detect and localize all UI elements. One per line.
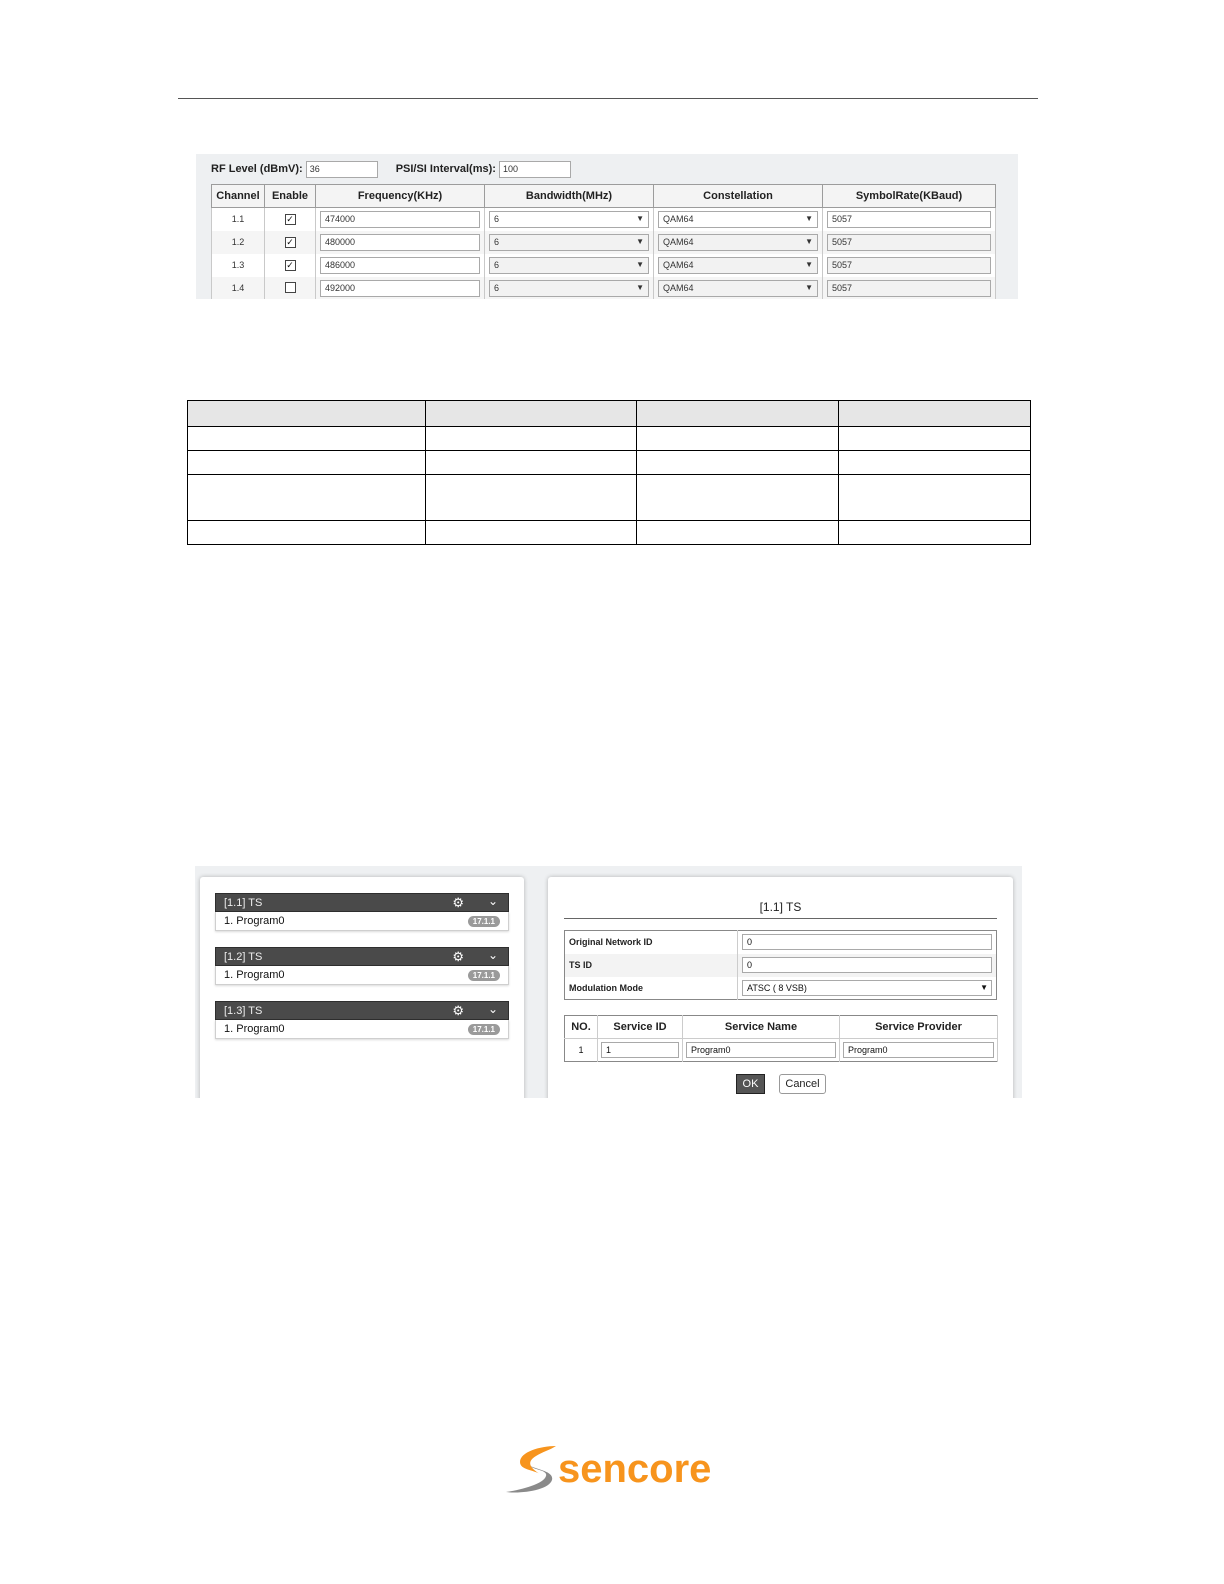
- bandwidth-value: 6: [494, 213, 500, 224]
- constellation-value: QAM64: [663, 236, 694, 247]
- service-name-input[interactable]: Program0: [686, 1042, 836, 1058]
- constellation-value: QAM64: [663, 259, 694, 270]
- ts-properties-table: [564, 930, 997, 1000]
- ok-button[interactable]: OK: [736, 1074, 765, 1094]
- col-service-name: Service Name: [683, 1016, 840, 1039]
- dropdown-arrow-icon: ▼: [980, 982, 988, 992]
- frequency-input[interactable]: 492000: [320, 280, 480, 297]
- constellation-value: QAM64: [663, 282, 694, 293]
- program-label: 1. Program0: [224, 915, 285, 927]
- spec-cell: [426, 475, 637, 521]
- dropdown-arrow-icon: ▼: [805, 282, 813, 292]
- bandwidth-select[interactable]: [489, 280, 649, 297]
- spec-cell: [188, 401, 426, 427]
- rf-table-header: [212, 185, 996, 208]
- spec-cell: [839, 427, 1031, 451]
- dropdown-arrow-icon: ▼: [636, 282, 644, 292]
- constellation-select[interactable]: [658, 280, 818, 297]
- property-row: [565, 931, 997, 954]
- rf-top-bar: [211, 160, 571, 178]
- symbol-rate-input[interactable]: 5057: [827, 234, 991, 251]
- col-constellation: Constellation: [654, 185, 823, 208]
- table-row: [212, 231, 996, 254]
- dropdown-arrow-icon: ▼: [636, 259, 644, 269]
- program-badge: 17.1.1: [468, 970, 500, 981]
- rf-settings-screenshot: [196, 154, 1018, 299]
- bandwidth-value: 6: [494, 282, 500, 293]
- logo-swoosh-orange: [520, 1446, 556, 1474]
- ts-card-header[interactable]: [215, 947, 509, 966]
- table-row: [565, 1039, 998, 1062]
- dropdown-arrow-icon: ▼: [636, 236, 644, 246]
- bandwidth-value: 6: [494, 259, 500, 270]
- col-service-provider: Service Provider: [840, 1016, 998, 1039]
- gear-icon[interactable]: ⚙: [452, 949, 464, 964]
- enable-checkbox[interactable]: ✓: [286, 259, 294, 270]
- table-row: [212, 208, 996, 231]
- enable-checkbox[interactable]: [285, 282, 296, 293]
- service-id-input[interactable]: 1: [601, 1042, 679, 1058]
- spec-cell: [188, 475, 426, 521]
- spec-cell: [839, 451, 1031, 475]
- service-no: 1: [565, 1039, 598, 1062]
- spec-cell: [426, 451, 637, 475]
- program-badge: 17.1.1: [468, 916, 500, 927]
- service-table: [564, 1015, 998, 1062]
- col-bandwidth: Bandwidth(MHz): [485, 185, 654, 208]
- spec-cell: [426, 427, 637, 451]
- original-network-id-label: Original Network ID: [565, 931, 738, 954]
- title-divider: [564, 918, 997, 919]
- constellation-select[interactable]: [658, 234, 818, 251]
- channel-cell: 1.3: [212, 254, 265, 277]
- spec-cell: [839, 401, 1031, 427]
- ts-list-panel: [200, 877, 524, 1098]
- ts-card: [215, 947, 509, 985]
- symbol-rate-input[interactable]: 5057: [827, 211, 991, 228]
- channel-cell: 1.1: [212, 208, 265, 231]
- frequency-input[interactable]: 474000: [320, 211, 480, 228]
- spec-cell: [188, 427, 426, 451]
- col-no: NO.: [565, 1016, 598, 1039]
- spec-cell: [637, 521, 839, 545]
- spec-row: [188, 521, 1031, 545]
- program-item[interactable]: [215, 1020, 509, 1039]
- original-network-id-input[interactable]: 0: [742, 934, 992, 950]
- ts-card-header[interactable]: [215, 893, 509, 912]
- channel-cell: 1.4: [212, 277, 265, 300]
- ts-card: [215, 1001, 509, 1039]
- modulation-mode-label: Modulation Mode: [565, 977, 738, 1000]
- rf-level-label: RF Level (dBmV):: [211, 163, 303, 175]
- table-row: [212, 254, 996, 277]
- enable-checkbox[interactable]: ✓: [286, 236, 294, 247]
- rf-level-input[interactable]: 36: [306, 161, 378, 178]
- constellation-select[interactable]: [658, 257, 818, 274]
- spec-cell: [637, 451, 839, 475]
- ts-card-title: [1.3] TS: [224, 1004, 263, 1017]
- spec-cell: [188, 521, 426, 545]
- symbol-rate-input[interactable]: 5057: [827, 257, 991, 274]
- col-enable: Enable: [265, 185, 316, 208]
- channel-cell: 1.2: [212, 231, 265, 254]
- service-provider-input[interactable]: Program0: [843, 1042, 994, 1058]
- chevron-down-icon[interactable]: ⌄: [487, 948, 498, 962]
- spec-cell: [426, 521, 637, 545]
- spec-table: [187, 400, 1031, 545]
- modulation-mode-select[interactable]: [742, 980, 992, 996]
- spec-cell: [637, 475, 839, 521]
- spec-header-row: [188, 401, 1031, 427]
- frequency-input[interactable]: 486000: [320, 257, 480, 274]
- chevron-down-icon[interactable]: ⌄: [487, 894, 498, 908]
- program-item[interactable]: [215, 966, 509, 985]
- property-row: [565, 977, 997, 1000]
- spec-row: [188, 475, 1031, 521]
- sencore-logo: [500, 1440, 720, 1500]
- program-label: 1. Program0: [224, 969, 285, 981]
- ts-card: [215, 893, 509, 931]
- col-symbol-rate: SymbolRate(KBaud): [823, 185, 996, 208]
- col-channel: Channel: [212, 185, 265, 208]
- ts-card-title: [1.1] TS: [224, 896, 263, 909]
- spec-row: [188, 427, 1031, 451]
- bandwidth-select[interactable]: [489, 211, 649, 228]
- ts-id-input[interactable]: 0: [742, 957, 992, 973]
- spec-cell: [426, 401, 637, 427]
- bandwidth-select[interactable]: [489, 234, 649, 251]
- spec-row: [188, 451, 1031, 475]
- ts-card-title: [1.2] TS: [224, 950, 263, 963]
- modulation-mode-value: ATSC ( 8 VSB): [747, 982, 807, 993]
- constellation-select[interactable]: [658, 211, 818, 228]
- table-row: [212, 277, 996, 300]
- spec-cell: [188, 451, 426, 475]
- psi-interval-input[interactable]: 100: [499, 161, 571, 178]
- dropdown-arrow-icon: ▼: [805, 259, 813, 269]
- col-frequency: Frequency(KHz): [316, 185, 485, 208]
- spec-cell: [839, 521, 1031, 545]
- property-row: [565, 954, 997, 977]
- spec-cell: [637, 427, 839, 451]
- bandwidth-value: 6: [494, 236, 500, 247]
- service-header: [565, 1016, 998, 1039]
- program-badge: 17.1.1: [468, 1024, 500, 1035]
- logo-swoosh-dark: [506, 1466, 552, 1493]
- gear-icon[interactable]: ⚙: [452, 1003, 464, 1018]
- spec-cell: [839, 475, 1031, 521]
- spec-cell: [637, 401, 839, 427]
- cancel-button[interactable]: Cancel: [779, 1074, 826, 1094]
- logo-wordmark: sencore: [558, 1447, 712, 1491]
- program-item[interactable]: [215, 912, 509, 931]
- ts-settings-screenshot: [195, 866, 1022, 1098]
- bandwidth-select[interactable]: [489, 257, 649, 274]
- enable-checkbox[interactable]: ✓: [286, 213, 294, 224]
- dialog-title: [1.1] TS: [759, 900, 802, 914]
- constellation-value: QAM64: [663, 213, 694, 224]
- symbol-rate-input[interactable]: 5057: [827, 280, 991, 297]
- dropdown-arrow-icon: ▼: [805, 236, 813, 246]
- col-service-id: Service ID: [598, 1016, 683, 1039]
- dropdown-arrow-icon: ▼: [636, 213, 644, 223]
- dropdown-arrow-icon: ▼: [805, 213, 813, 223]
- ts-edit-dialog: [548, 877, 1013, 1098]
- rf-channel-table: [211, 184, 996, 299]
- ts-id-label: TS ID: [565, 954, 738, 977]
- psi-interval-label: PSI/SI Interval(ms):: [395, 163, 496, 175]
- header-rule: [178, 98, 1038, 99]
- gear-icon[interactable]: ⚙: [452, 895, 464, 910]
- frequency-input[interactable]: 480000: [320, 234, 480, 251]
- program-label: 1. Program0: [224, 1023, 285, 1035]
- ts-card-header[interactable]: [215, 1001, 509, 1020]
- chevron-down-icon[interactable]: ⌄: [487, 1002, 498, 1016]
